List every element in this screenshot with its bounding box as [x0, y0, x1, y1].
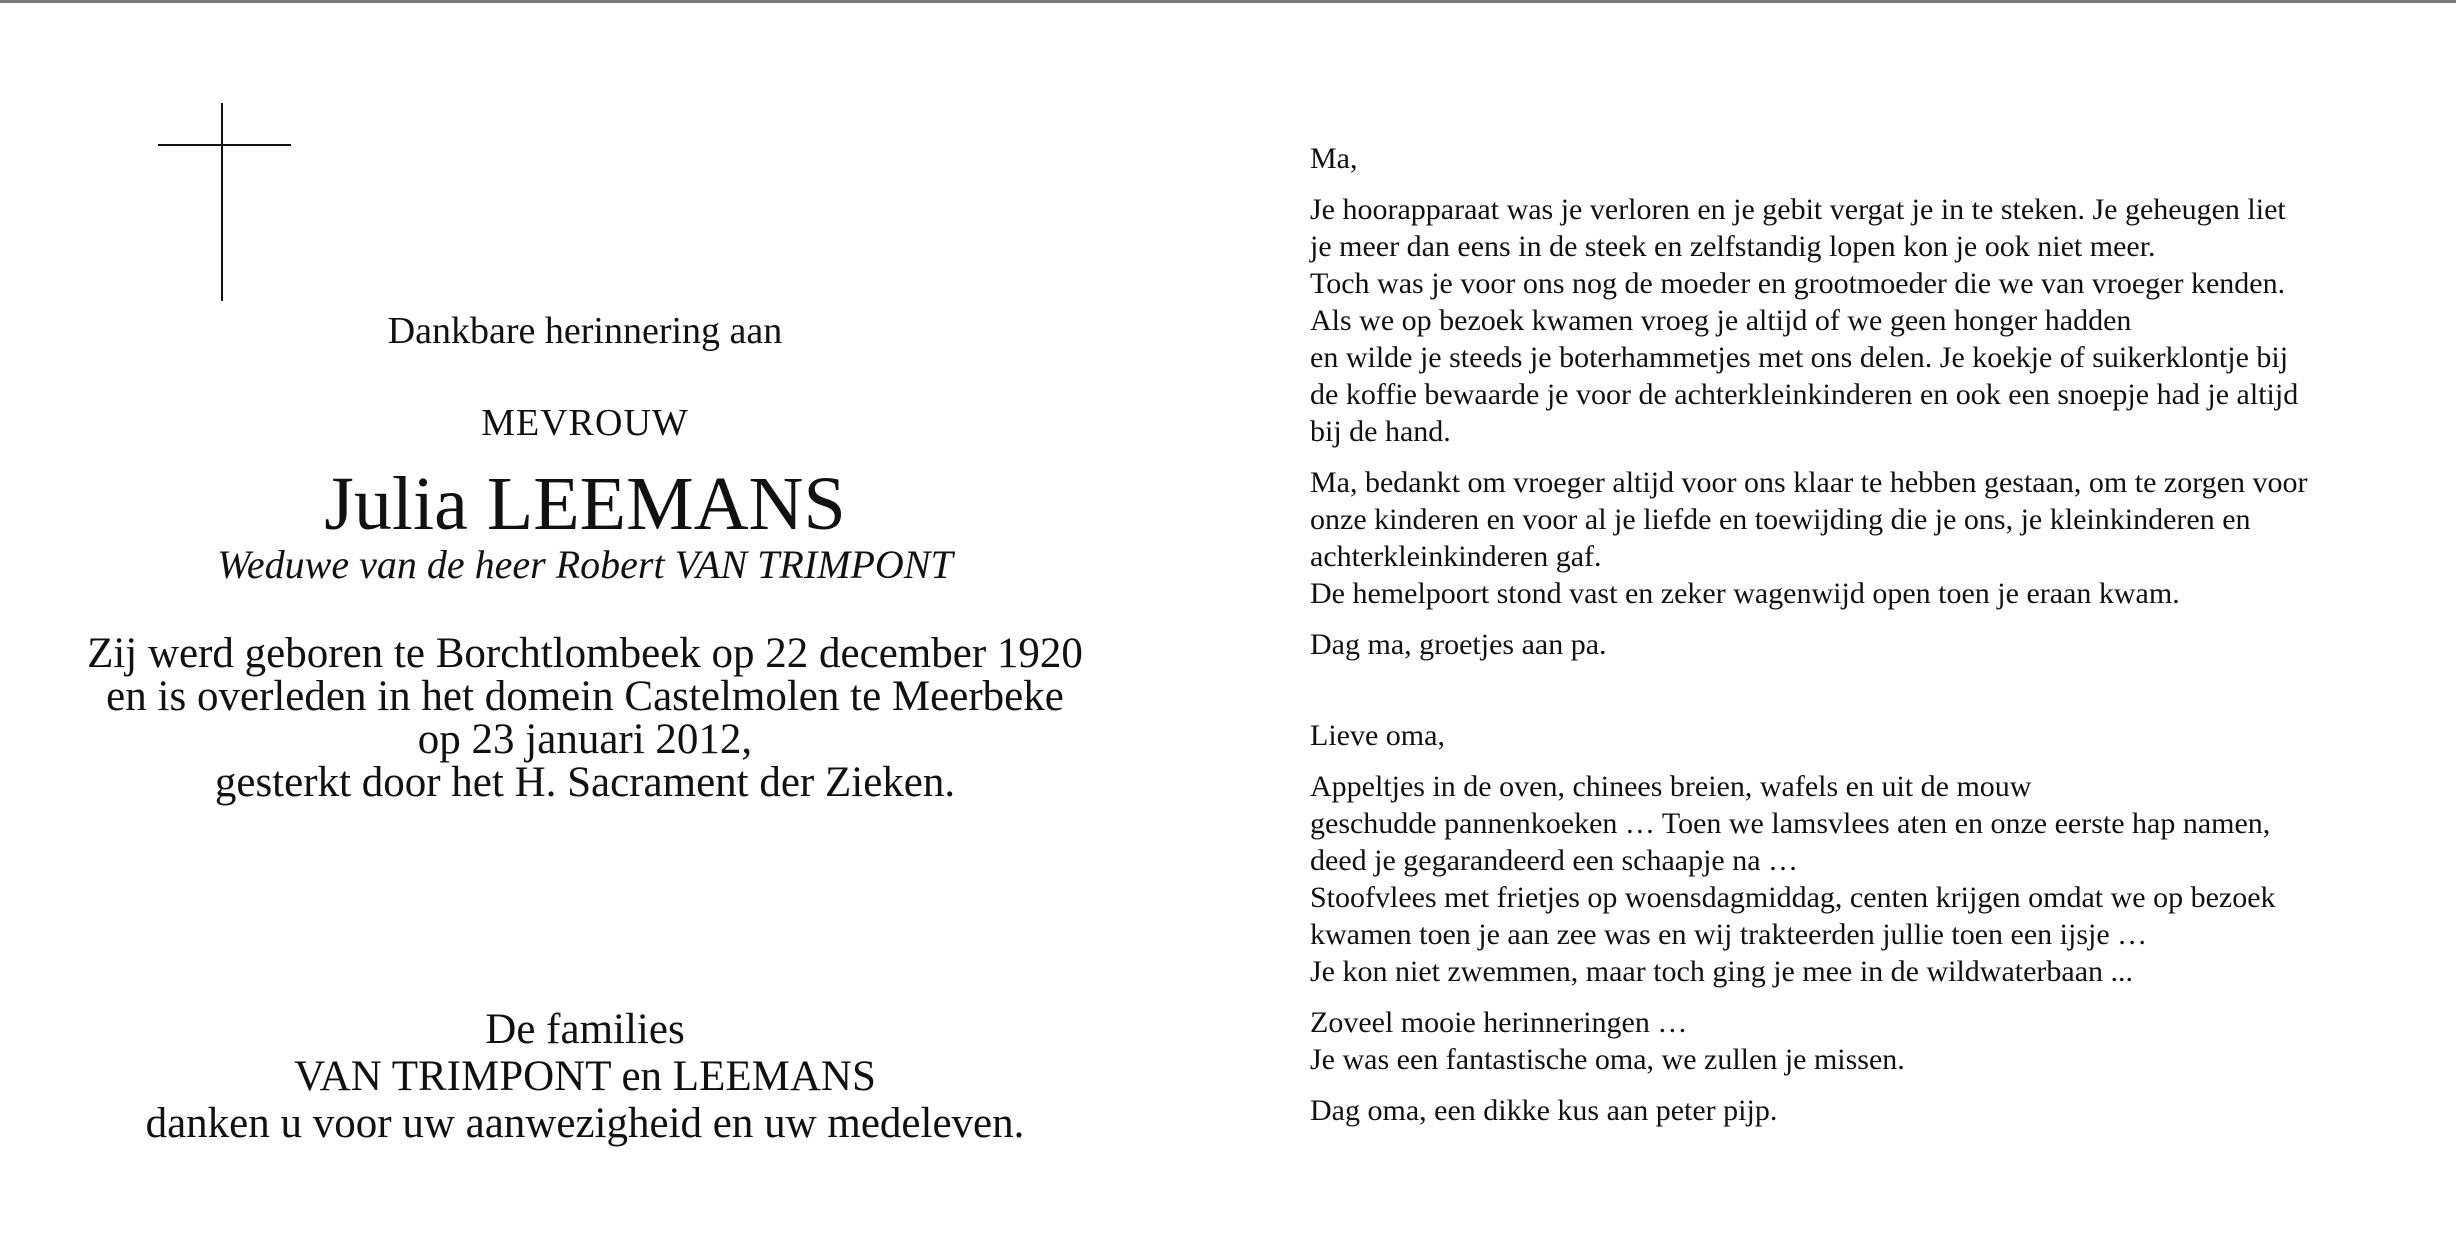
- cross-vertical-bar: [221, 103, 223, 301]
- letter-line: Als we op bezoek kwamen vroeg je altijd of we geen honger hadden: [1310, 304, 2132, 337]
- deceased-name: Julia LEEMANS: [324, 462, 846, 546]
- letter-line: bij de hand.: [1310, 415, 1451, 448]
- letter-ma-paragraph-2: [1310, 464, 2440, 612]
- widow-line: Weduwe van de heer Robert VAN TRIMPONT: [217, 542, 953, 587]
- letter-line: Stoofvlees met frietjes op woensdagmiddag, centen krijgen omdat we op bezoek: [1310, 881, 2276, 914]
- thanks-line: danken u voor uw aanwezigheid en uw medeleven.: [145, 1100, 1025, 1147]
- letter-line: Je was een fantastische oma, we zullen je missen.: [1310, 1043, 1905, 1076]
- bio-line: op 23 januari 2012,: [417, 716, 753, 763]
- letter-line: geschudde pannenkoeken … Toen we lamsvlees aten en onze eerste hap namen,: [1310, 807, 2271, 840]
- letter-line: en wilde je steeds je boterhammetjes met ons delen. Je koekje of suikerklontje bij: [1310, 341, 2289, 374]
- letter-line: Je hoorapparaat was je verloren en je gebit vergat je in te steken. Je geheugen liet: [1310, 193, 2286, 226]
- letter-ma-salutation: Ma,: [1310, 142, 1358, 175]
- letter-line: kwamen toen je aan zee was en wij trakteerden jullie toen een ijsje …: [1310, 918, 2148, 951]
- letter-line: Ma, bedankt om vroeger altijd voor ons klaar te hebben gestaan, om te zorgen voor: [1310, 466, 2308, 499]
- letter-oma-salutation: Lieve oma,: [1310, 719, 1445, 752]
- top-border-line: [0, 0, 2456, 3]
- letter-line: Zoveel mooie herinneringen …: [1310, 1006, 1688, 1039]
- letter-ma-closing: Dag ma, groetjes aan pa.: [1310, 628, 1607, 661]
- family-thanks-block: [60, 1006, 1110, 1147]
- letter-spacer: [1310, 677, 2440, 717]
- letter-line: Appeltjes in de oven, chinees breien, wafels en uit de mouw: [1310, 770, 2032, 803]
- letter-line: Toch was je voor ons nog de moeder en grootmoeder die we van vroeger kenden.: [1310, 267, 2286, 300]
- bio-line: Zij werd geboren te Borchtlombeek op 22 december 1920: [87, 630, 1083, 677]
- letter-line: je meer dan eens in de steek en zelfstandig lopen kon je ook niet meer.: [1310, 230, 2156, 263]
- letter-oma-paragraph-1: [1310, 768, 2440, 990]
- intro-text: Dankbare herinnering aan: [387, 310, 783, 352]
- letter-line: De hemelpoort stond vast en zeker wagenwijd open toen je eraan kwam.: [1310, 577, 2180, 610]
- letter-ma-paragraph-1: [1310, 191, 2440, 450]
- letters-column: [1310, 140, 2440, 1143]
- bio-line: en is overleden in het domein Castelmolen te Meerbeke: [106, 673, 1064, 720]
- letter-line: achterkleinkinderen gaf.: [1310, 540, 1602, 573]
- cross-horizontal-bar: [158, 144, 291, 146]
- thanks-line: VAN TRIMPONT en LEEMANS: [294, 1053, 876, 1100]
- letter-oma-paragraph-2: [1310, 1004, 2440, 1078]
- letter-line: Je kon niet zwemmen, maar toch ging je mee in de wildwaterbaan ...: [1310, 955, 2134, 988]
- letter-line: deed je gegarandeerd een schaapje na …: [1310, 844, 1799, 877]
- biography-block: [60, 632, 1110, 804]
- letter-line: de koffie bewaarde je voor de achterkleinkinderen en ook een snoepje had je altijd: [1310, 378, 2299, 411]
- title-prefix: MEVROUW: [481, 402, 689, 444]
- bio-line: gesterkt door het H. Sacrament der Zieken.: [214, 759, 956, 806]
- letter-oma-closing: Dag oma, een dikke kus aan peter pijp.: [1310, 1094, 1778, 1127]
- letter-line: onze kinderen en voor al je liefde en toewijding die je ons, je kleinkinderen en: [1310, 503, 2251, 536]
- thanks-line: De families: [485, 1006, 685, 1053]
